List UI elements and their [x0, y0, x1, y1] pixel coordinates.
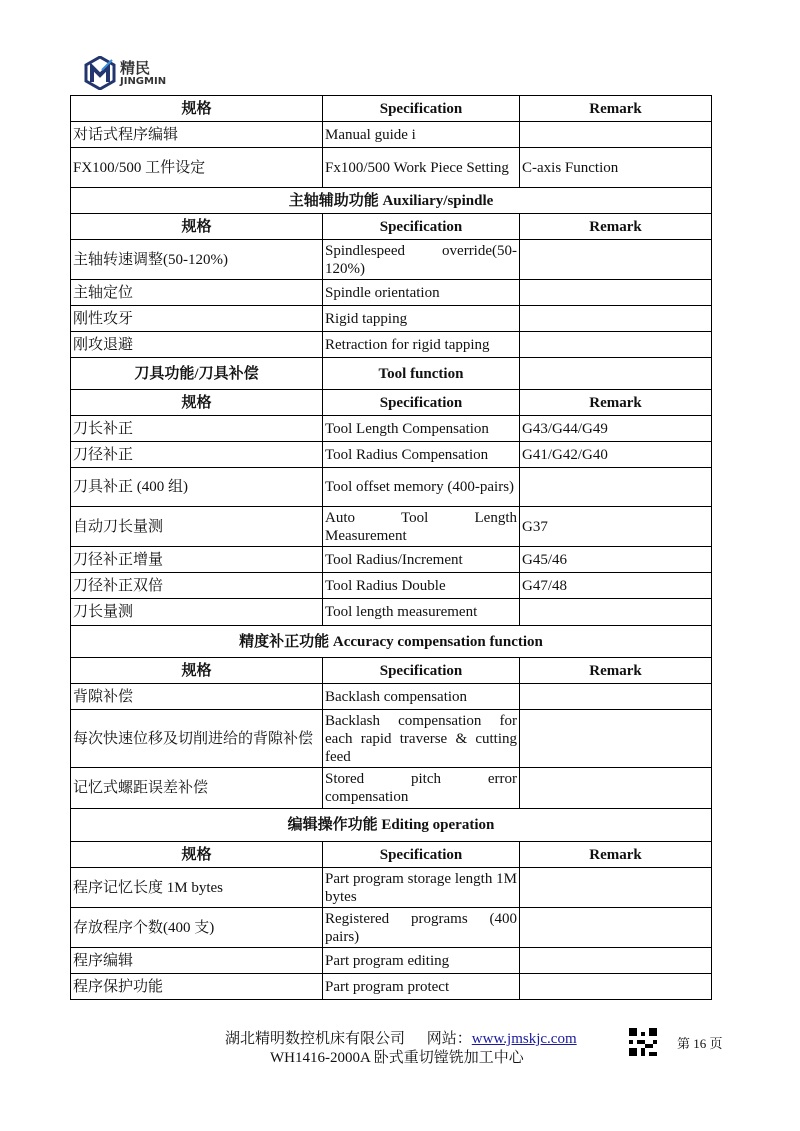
header-remark: Remark [520, 214, 712, 240]
remark-cell [520, 684, 712, 710]
table-row [71, 468, 712, 507]
spec-en-cell: Backlash compensation for each rapid traverse & cutting feed [323, 710, 520, 768]
remark-cell [520, 122, 712, 148]
table-row [71, 306, 712, 332]
spec-en-cell: Spindlespeed override(50-120%) [323, 240, 520, 280]
spec-cn-cell: 程序编辑 [71, 948, 323, 974]
spec-cn-cell: 刀长补正 [71, 416, 323, 442]
header-spec-en: Specification [323, 842, 520, 868]
header-remark: Remark [520, 390, 712, 416]
spec-en-cell: Fx100/500 Work Piece Setting [323, 148, 520, 188]
spec-cn-cell: 记忆式螺距误差补偿 [71, 768, 323, 809]
website-link[interactable]: 网站：www.jmskjc.com [426, 1031, 577, 1047]
spec-cn-cell: 刀具补正 (400 组) [71, 468, 323, 507]
spec-en-cell: Manual guide i [323, 122, 520, 148]
spec-cn-cell: FX100/500 工件设定 [71, 148, 323, 188]
table-row [71, 122, 712, 148]
section-title-row [71, 809, 712, 842]
section-title-en: Tool function [323, 358, 520, 390]
table-row [71, 240, 712, 280]
remark-cell [520, 908, 712, 948]
remark-cell [520, 948, 712, 974]
section-title: 编辑操作功能 Editing operation [71, 809, 712, 842]
remark-cell: G43/G44/G49 [520, 416, 712, 442]
remark-cell [520, 240, 712, 280]
spec-cn-cell: 刚性攻牙 [71, 306, 323, 332]
table-row [71, 684, 712, 710]
header-spec-en: Specification [323, 96, 520, 122]
spec-en-cell: Spindle orientation [323, 280, 520, 306]
header-spec-cn: 规格 [71, 390, 323, 416]
section-title-blank [520, 358, 712, 390]
remark-cell: C-axis Function [520, 148, 712, 188]
table-row [71, 768, 712, 809]
spec-en-cell: Part program editing [323, 948, 520, 974]
spec-en-cell: Part program storage length 1M bytes [323, 868, 520, 908]
table-row [71, 416, 712, 442]
spec-en-cell: Tool Radius Double [323, 573, 520, 599]
spec-cn-cell: 程序保护功能 [71, 974, 323, 1000]
header-spec-cn: 规格 [71, 96, 323, 122]
header-remark: Remark [520, 658, 712, 684]
section-title: 主轴辅助功能 Auxiliary/spindle [71, 188, 712, 214]
spec-cn-cell: 刚攻退避 [71, 332, 323, 358]
footer-company: 湖北精明数控机床有限公司 网站：www.jmskjc.com [225, 1031, 577, 1047]
table-header-row [71, 842, 712, 868]
section-title-row [71, 358, 712, 390]
remark-cell [520, 868, 712, 908]
footer-model: WH1416-2000A 卧式重切镗铣加工中心 [270, 1050, 524, 1066]
table-row [71, 908, 712, 948]
specification-table [70, 95, 712, 1000]
spec-cn-cell: 刀长量测 [71, 599, 323, 626]
remark-cell [520, 280, 712, 306]
table-row [71, 868, 712, 908]
header-remark: Remark [520, 842, 712, 868]
header-spec-cn: 规格 [71, 214, 323, 240]
spec-cn-cell: 刀径补正双倍 [71, 573, 323, 599]
table-row [71, 948, 712, 974]
table-row [71, 332, 712, 358]
table-row [71, 507, 712, 547]
table-header-row [71, 390, 712, 416]
page-number: 第 16 页 [677, 1036, 723, 1051]
spec-cn-cell: 存放程序个数(400 支) [71, 908, 323, 948]
table-header-row [71, 658, 712, 684]
spec-en-cell: Tool Radius Compensation [323, 442, 520, 468]
spec-cn-cell: 刀径补正 [71, 442, 323, 468]
section-title-row [71, 188, 712, 214]
table-row [71, 547, 712, 573]
spec-en-cell: Registered programs (400 pairs) [323, 908, 520, 948]
table-row [71, 442, 712, 468]
spec-cn-cell: 每次快速位移及切削进给的背隙补偿 [71, 710, 323, 768]
spec-en-cell: Stored pitch error compensation [323, 768, 520, 809]
remark-cell [520, 332, 712, 358]
spec-en-cell: Auto Tool Length Measurement [323, 507, 520, 547]
spec-en-cell: Tool Radius/Increment [323, 547, 520, 573]
table-row [71, 280, 712, 306]
table-header-row [71, 96, 712, 122]
spec-en-cell: Rigid tapping [323, 306, 520, 332]
spec-en-cell: Tool Length Compensation [323, 416, 520, 442]
remark-cell [520, 306, 712, 332]
spec-cn-cell: 程序记忆长度 1M bytes [71, 868, 323, 908]
table-row [71, 974, 712, 1000]
table-row [71, 710, 712, 768]
remark-cell [520, 710, 712, 768]
section-title-row [71, 626, 712, 658]
table-header-row [71, 214, 712, 240]
table-row [71, 573, 712, 599]
remark-cell [520, 599, 712, 626]
section-title: 精度补正功能 Accuracy compensation function [71, 626, 712, 658]
spec-en-cell: Backlash compensation [323, 684, 520, 710]
jingmin-logo-icon [84, 56, 116, 90]
spec-en-cell: Part program protect [323, 974, 520, 1000]
remark-cell: G47/48 [520, 573, 712, 599]
qr-code-icon [629, 1028, 657, 1056]
remark-cell: G37 [520, 507, 712, 547]
remark-cell: G45/46 [520, 547, 712, 573]
header-spec-cn: 规格 [71, 842, 323, 868]
remark-cell: G41/G42/G40 [520, 442, 712, 468]
spec-cn-cell: 自动刀长量测 [71, 507, 323, 547]
spec-cn-cell: 背隙补偿 [71, 684, 323, 710]
spec-en-cell: Retraction for rigid tapping [323, 332, 520, 358]
spec-en-cell: Tool length measurement [323, 599, 520, 626]
table-row [71, 599, 712, 626]
section-title-cn: 刀具功能/刀具补偿 [71, 358, 323, 390]
remark-cell [520, 974, 712, 1000]
spec-cn-cell: 对话式程序编辑 [71, 122, 323, 148]
header-spec-cn: 规格 [71, 658, 323, 684]
header-spec-en: Specification [323, 658, 520, 684]
spec-cn-cell: 刀径补正增量 [71, 547, 323, 573]
remark-cell [520, 468, 712, 507]
header-spec-en: Specification [323, 214, 520, 240]
spec-cn-cell: 主轴转速调整(50-120%) [71, 240, 323, 280]
spec-cn-cell: 主轴定位 [71, 280, 323, 306]
company-logo: 精民 JINGMIN [84, 56, 166, 90]
remark-cell [520, 768, 712, 809]
header-spec-en: Specification [323, 390, 520, 416]
header-remark: Remark [520, 96, 712, 122]
spec-en-cell: Tool offset memory (400-pairs) [323, 468, 520, 507]
table-row [71, 148, 712, 188]
